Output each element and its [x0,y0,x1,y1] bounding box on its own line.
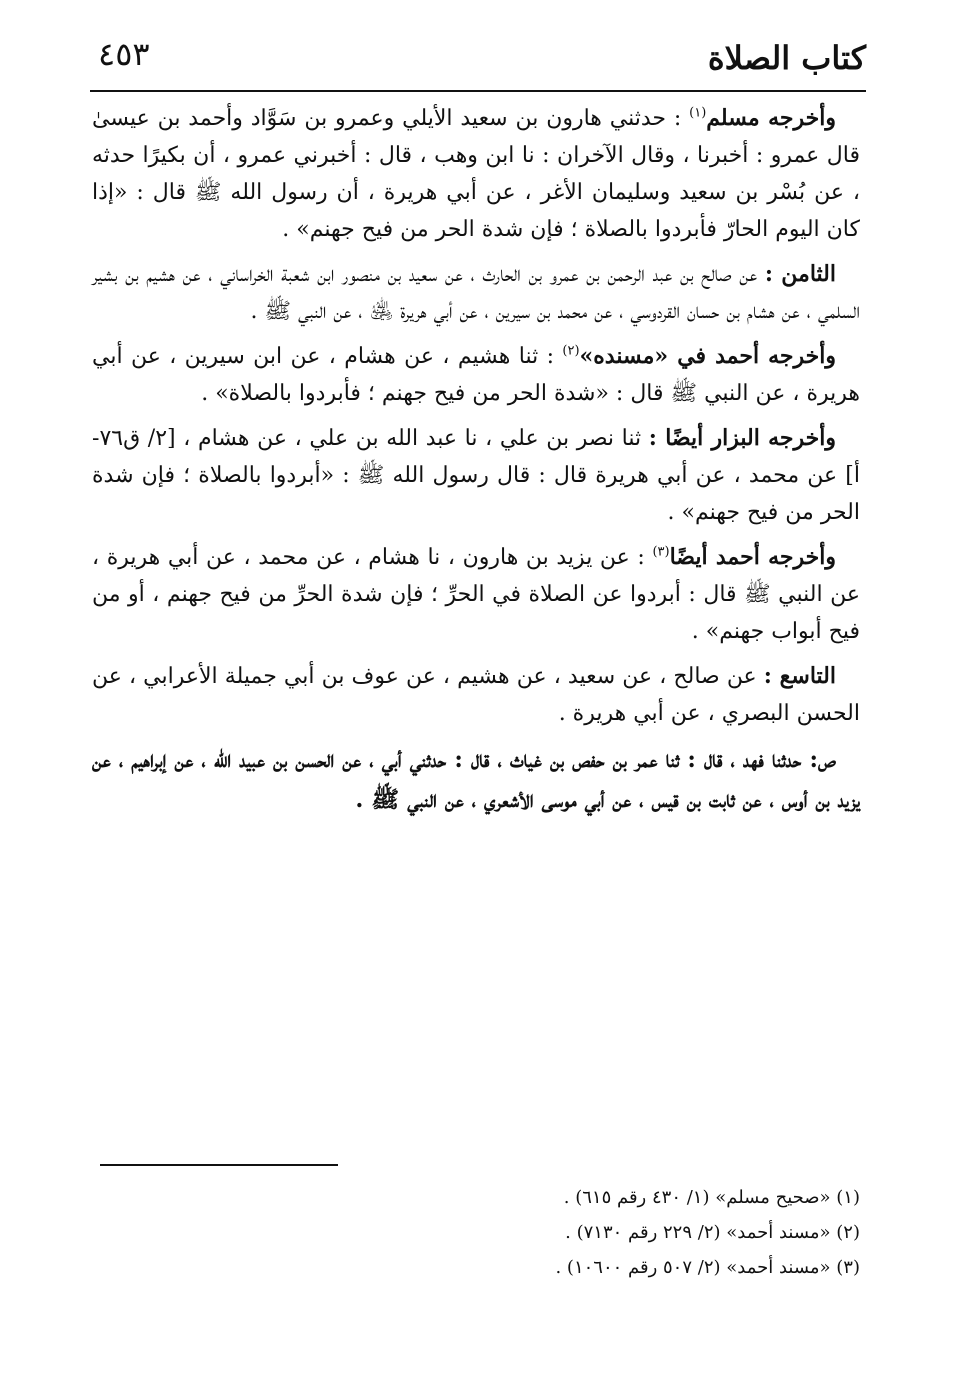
footnote-2: (٢) «مسند أحمد» (٢/ ٢٢٩ رقم ٧١٣٠) . [565,1222,860,1243]
paragraph-ahmad-also [92,539,860,650]
footnote-divider [100,1164,338,1166]
paragraph-eighth [92,256,860,330]
paragraph-text: ثنا نصر بن علي ، نا عبد الله بن علي ، عن هشام ، [٢/ ق٧٦-أ] عن محمد ، عن أبي هريرة قال : قال رسول الله ﷺ : «أبردوا بالصلاة ؛ فإن شدة الحر من فيح جهنم» . [92,426,860,525]
paragraph-text: : حدثني هارون بن سعيد الأيلي وعمرو بن سَوَّاد وأحمد بن عيسىٰ قال عمرو : أخبرنا ، وقال الآخران : نا ابن وهب ، قال : أخبرني عمرو ، أن بكيرًا حدثه ، عن بُسْر بن سعيد وسليمان الأغر ، عن أبي هريرة ، أن رسول الله ﷺ قال : «إذا كان اليوم الحارّ فأبردوا بالصلاة ؛ فإن شدة الحر من فيح جهنم» . [92,106,860,242]
paragraph-text: عن صالح بن عبد الرحمن بن عمرو بن الحارث ، عن سعيد بن منصور ابن شعبة الخراساني ، عن هشيم بن بشير السلمي ، عن هشام بن حسان القردوسي ، عن محمد بن سيرين ، عن أبي هريرة ﵁ ، عن النبي ﷺ . [92,262,860,324]
paragraph-lead: الثامن : [764,261,836,287]
hadith-chain-paragraph: ص: حدثنا فهد ، قال : ثنا عمر بن حفص بن غياث ، قال : حدثني أبي ، عن الحسن بن عبيد الله ، عن إبراهيم ، عن يزيد بن أوس ، عن ثابت بن قيس ، عن أبي موسى الأشعري ، عن النبي ﷺ . [92,746,860,813]
footnote-marker: (١) [689,105,707,121]
paragraph-lead: وأخرجه البزار أيضًا : [648,425,836,451]
page-number: ٤٥٣ [98,35,150,73]
footnote-3: (٣) «مسند أحمد» (٢/ ٥٠٧ رقم ١٠٦٠٠) . [555,1257,860,1278]
footnote-marker: (٣) [652,544,670,560]
footnote-marker: (٢) [562,343,580,359]
chapter-title: كتاب الصلاة [707,39,866,77]
paragraph-ahmad-musnad [92,338,860,412]
running-header [90,26,866,92]
paragraph-text: : ثنا هشيم ، عن هشام ، عن ابن سيرين ، عن أبي هريرة ، عن النبي ﷺ قال : «شدة الحر من فيح جهنم ؛ فأبردوا بالصلاة» . [92,344,860,406]
paragraph-muslim [92,100,860,248]
paragraph-lead: وأخرجه أحمد أيضًا [669,544,836,570]
footnote-1: (١) «صحيح مسلم» (١/ ٤٣٠ رقم ٦١٥) . [563,1187,860,1208]
paragraph-ninth [92,658,860,732]
paragraph-lead: التاسع : [763,663,836,689]
paragraph-text: عن صالح ، عن سعيد ، عن هشيم ، عن عوف بن أبي جميلة الأعرابي ، عن الحسن البصري ، عن أبي هريرة . [92,664,860,726]
paragraph-lead: وأخرجه أحمد في «مسنده» [579,343,836,369]
main-text [92,100,860,828]
paragraph-lead: وأخرجه مسلم [706,105,836,131]
paragraph-text: : عن يزيد بن هارون ، نا هشام ، عن محمد ، عن أبي هريرة ، عن النبي ﷺ قال : أبردوا عن الصلاة في الحرِّ ؛ فإن شدة الحرِّ من فيح جهنم ، أو من فيح أبواب جهنم» . [92,545,860,644]
footnotes [200,1180,860,1285]
paragraph-bazzar [92,420,860,531]
